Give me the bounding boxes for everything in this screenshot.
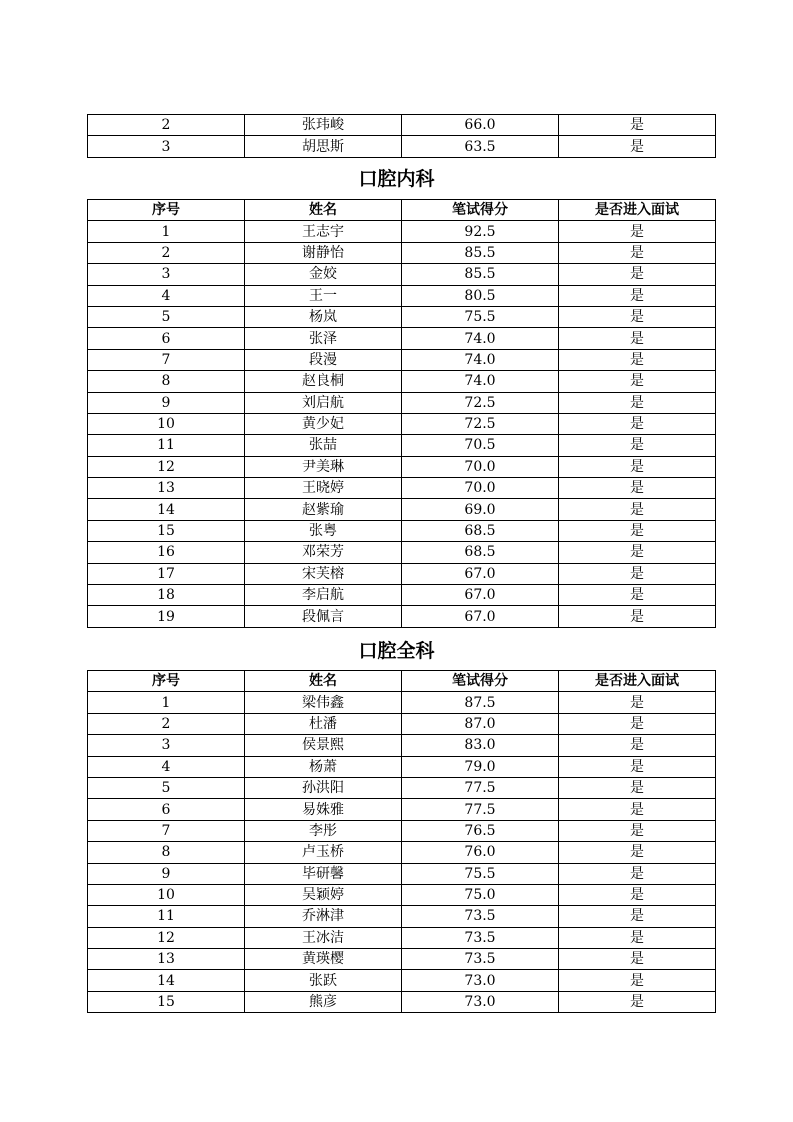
- table-row: [88, 264, 716, 285]
- table-row: [88, 520, 716, 541]
- cell-index: 11: [88, 906, 245, 927]
- cell-name: 谢静怡: [245, 242, 402, 263]
- cell-name: 王冰洁: [245, 927, 402, 948]
- table-row: [88, 328, 716, 349]
- cell-name: 段佩言: [245, 606, 402, 627]
- cell-score: 80.5: [402, 285, 559, 306]
- cell-score: 77.5: [402, 799, 559, 820]
- cell-score: 77.5: [402, 777, 559, 798]
- cell-name: 张喆: [245, 435, 402, 456]
- cell-interview: 是: [559, 713, 716, 734]
- score-table-oral-general: [87, 670, 716, 1013]
- cell-interview: 是: [559, 842, 716, 863]
- cell-index: 10: [88, 884, 245, 905]
- table-row: [88, 435, 716, 456]
- table-row: [88, 115, 716, 136]
- cell-name: 赵紫瑜: [245, 499, 402, 520]
- table-row: [88, 991, 716, 1012]
- cell-score: 72.5: [402, 413, 559, 434]
- cell-interview: 是: [559, 478, 716, 499]
- cell-interview: 是: [559, 328, 716, 349]
- table-row: [88, 713, 716, 734]
- cell-index: 6: [88, 799, 245, 820]
- cell-name: 杜潘: [245, 713, 402, 734]
- cell-index: 14: [88, 970, 245, 991]
- cell-score: 75.0: [402, 884, 559, 905]
- cell-interview: 是: [559, 949, 716, 970]
- table-row: [88, 842, 716, 863]
- cell-name: 王晓婷: [245, 478, 402, 499]
- cell-index: 13: [88, 478, 245, 499]
- cell-interview: 是: [559, 264, 716, 285]
- section-title: 口腔内科: [358, 168, 435, 190]
- cell-interview: 是: [559, 542, 716, 563]
- cell-score: 67.0: [402, 563, 559, 584]
- cell-score: 67.0: [402, 585, 559, 606]
- cell-index: 4: [88, 285, 245, 306]
- table-row: [88, 306, 716, 327]
- header-score: 笔试得分: [402, 671, 559, 692]
- header-interview: 是否进入面试: [559, 200, 716, 221]
- cell-name: 黄瑛樱: [245, 949, 402, 970]
- cell-index: 8: [88, 842, 245, 863]
- cell-interview: 是: [559, 349, 716, 370]
- cell-index: 2: [88, 115, 245, 136]
- cell-score: 75.5: [402, 863, 559, 884]
- table-body: [88, 221, 716, 627]
- cell-interview: 是: [559, 906, 716, 927]
- cell-score: 70.5: [402, 435, 559, 456]
- cell-interview: 是: [559, 306, 716, 327]
- header-index: 序号: [88, 671, 245, 692]
- table-row: [88, 456, 716, 477]
- cell-index: 19: [88, 606, 245, 627]
- cell-interview: 是: [559, 970, 716, 991]
- cell-score: 76.5: [402, 820, 559, 841]
- header-name: 姓名: [245, 671, 402, 692]
- table-row: [88, 221, 716, 242]
- cell-score: 73.5: [402, 927, 559, 948]
- cell-score: 72.5: [402, 392, 559, 413]
- table-row: [88, 563, 716, 584]
- cell-score: 87.0: [402, 713, 559, 734]
- cell-interview: 是: [559, 991, 716, 1012]
- cell-interview: 是: [559, 799, 716, 820]
- cell-name: 李启航: [245, 585, 402, 606]
- table-row: [88, 371, 716, 392]
- table-row: [88, 392, 716, 413]
- cell-index: 7: [88, 349, 245, 370]
- cell-interview: 是: [559, 606, 716, 627]
- score-table-oral-internal: [87, 199, 716, 628]
- cell-score: 74.0: [402, 371, 559, 392]
- table-row: [88, 585, 716, 606]
- cell-index: 13: [88, 949, 245, 970]
- cell-index: 9: [88, 863, 245, 884]
- cell-name: 张跃: [245, 970, 402, 991]
- cell-index: 2: [88, 242, 245, 263]
- cell-index: 9: [88, 392, 245, 413]
- cell-index: 16: [88, 542, 245, 563]
- cell-index: 3: [88, 136, 245, 157]
- cell-interview: 是: [559, 585, 716, 606]
- cell-score: 92.5: [402, 221, 559, 242]
- cell-index: 5: [88, 777, 245, 798]
- cell-name: 梁伟鑫: [245, 692, 402, 713]
- cell-interview: 是: [559, 435, 716, 456]
- cell-score: 76.0: [402, 842, 559, 863]
- cell-score: 68.5: [402, 520, 559, 541]
- cell-score: 66.0: [402, 115, 559, 136]
- cell-interview: 是: [559, 563, 716, 584]
- cell-name: 王一: [245, 285, 402, 306]
- cell-interview: 是: [559, 756, 716, 777]
- cell-index: 14: [88, 499, 245, 520]
- cell-index: 3: [88, 264, 245, 285]
- cell-name: 杨岚: [245, 306, 402, 327]
- header-name: 姓名: [245, 200, 402, 221]
- cell-name: 易姝雅: [245, 799, 402, 820]
- cell-score: 73.5: [402, 906, 559, 927]
- cell-interview: 是: [559, 371, 716, 392]
- cell-index: 12: [88, 927, 245, 948]
- header-score: 笔试得分: [402, 200, 559, 221]
- cell-index: 7: [88, 820, 245, 841]
- cell-interview: 是: [559, 413, 716, 434]
- table-row: [88, 756, 716, 777]
- table-row: [88, 799, 716, 820]
- cell-name: 李彤: [245, 820, 402, 841]
- cell-interview: 是: [559, 136, 716, 157]
- section-title: 口腔全科: [358, 640, 435, 662]
- table-row: [88, 413, 716, 434]
- cell-name: 毕研馨: [245, 863, 402, 884]
- cell-index: 17: [88, 563, 245, 584]
- table-row: [88, 927, 716, 948]
- cell-score: 73.0: [402, 970, 559, 991]
- cell-index: 2: [88, 713, 245, 734]
- cell-interview: 是: [559, 735, 716, 756]
- cell-index: 5: [88, 306, 245, 327]
- cell-index: 15: [88, 520, 245, 541]
- cell-interview: 是: [559, 242, 716, 263]
- cell-index: 11: [88, 435, 245, 456]
- table-row: [88, 906, 716, 927]
- cell-score: 85.5: [402, 264, 559, 285]
- cell-name: 金姣: [245, 264, 402, 285]
- cell-index: 4: [88, 756, 245, 777]
- cell-interview: 是: [559, 820, 716, 841]
- cell-index: 18: [88, 585, 245, 606]
- cell-index: 15: [88, 991, 245, 1012]
- cell-score: 87.5: [402, 692, 559, 713]
- cell-name: 乔淋津: [245, 906, 402, 927]
- cell-index: 12: [88, 456, 245, 477]
- cell-name: 王志宇: [245, 221, 402, 242]
- cell-score: 68.5: [402, 542, 559, 563]
- cell-index: 1: [88, 221, 245, 242]
- cell-name: 赵良桐: [245, 371, 402, 392]
- cell-score: 74.0: [402, 328, 559, 349]
- cell-index: 6: [88, 328, 245, 349]
- cell-name: 卢玉桥: [245, 842, 402, 863]
- table-row: [88, 242, 716, 263]
- table-row: [88, 478, 716, 499]
- cell-score: 73.5: [402, 949, 559, 970]
- cell-score: 74.0: [402, 349, 559, 370]
- cell-score: 73.0: [402, 991, 559, 1012]
- cell-interview: 是: [559, 499, 716, 520]
- cell-score: 85.5: [402, 242, 559, 263]
- table-row: [88, 499, 716, 520]
- table-body: [88, 692, 716, 1013]
- cell-index: 1: [88, 692, 245, 713]
- cell-name: 张玮峻: [245, 115, 402, 136]
- table-header-row: [88, 200, 716, 221]
- header-interview: 是否进入面试: [559, 671, 716, 692]
- cell-name: 黄少妃: [245, 413, 402, 434]
- cell-interview: 是: [559, 863, 716, 884]
- cell-interview: 是: [559, 884, 716, 905]
- cell-name: 段漫: [245, 349, 402, 370]
- table-row: [88, 949, 716, 970]
- cell-score: 70.0: [402, 478, 559, 499]
- cell-index: 8: [88, 371, 245, 392]
- cell-index: 10: [88, 413, 245, 434]
- cell-name: 侯景熙: [245, 735, 402, 756]
- cell-name: 张泽: [245, 328, 402, 349]
- cell-name: 吴颖婷: [245, 884, 402, 905]
- cell-interview: 是: [559, 692, 716, 713]
- cell-score: 69.0: [402, 499, 559, 520]
- cell-interview: 是: [559, 777, 716, 798]
- table-row: [88, 285, 716, 306]
- table-header-row: [88, 671, 716, 692]
- cell-name: 邓荣芳: [245, 542, 402, 563]
- cell-interview: 是: [559, 520, 716, 541]
- cell-name: 熊彦: [245, 991, 402, 1012]
- cell-name: 胡思斯: [245, 136, 402, 157]
- table-row: [88, 349, 716, 370]
- table-row: [88, 884, 716, 905]
- cell-name: 杨萧: [245, 756, 402, 777]
- cell-interview: 是: [559, 285, 716, 306]
- cell-interview: 是: [559, 456, 716, 477]
- table-row: [88, 606, 716, 627]
- continued-score-table: [87, 114, 716, 158]
- cell-score: 83.0: [402, 735, 559, 756]
- cell-interview: 是: [559, 221, 716, 242]
- table-row: [88, 777, 716, 798]
- cell-interview: 是: [559, 392, 716, 413]
- table-row: [88, 136, 716, 157]
- table-row: [88, 542, 716, 563]
- cell-score: 63.5: [402, 136, 559, 157]
- table-row: [88, 820, 716, 841]
- table-row: [88, 692, 716, 713]
- cell-interview: 是: [559, 927, 716, 948]
- cell-index: 3: [88, 735, 245, 756]
- cell-score: 67.0: [402, 606, 559, 627]
- cell-score: 75.5: [402, 306, 559, 327]
- cell-name: 刘启航: [245, 392, 402, 413]
- continued-table-body: [88, 115, 716, 158]
- cell-name: 尹美琳: [245, 456, 402, 477]
- table-row: [88, 970, 716, 991]
- cell-score: 70.0: [402, 456, 559, 477]
- cell-name: 宋芙榕: [245, 563, 402, 584]
- cell-name: 孙洪阳: [245, 777, 402, 798]
- cell-interview: 是: [559, 115, 716, 136]
- table-row: [88, 735, 716, 756]
- header-index: 序号: [88, 200, 245, 221]
- table-row: [88, 863, 716, 884]
- cell-score: 79.0: [402, 756, 559, 777]
- cell-name: 张粤: [245, 520, 402, 541]
